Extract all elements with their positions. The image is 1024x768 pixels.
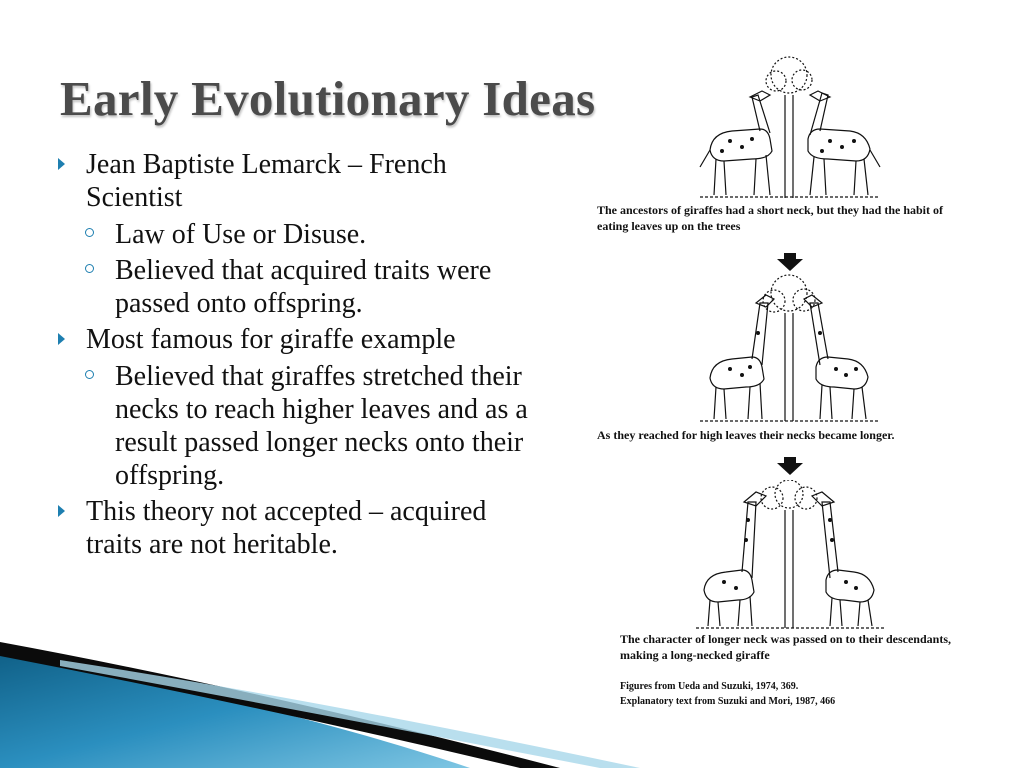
giraffe-panel-3-illustration	[690, 480, 890, 630]
sub-bullet-acquired-traits	[58, 254, 528, 320]
caption-panel-1: The ancestors of giraffes had a short neck, but they had the habit of eating leaves up on the trees	[597, 203, 944, 233]
figure-credit: Figures from Ueda and Suzuki, 1974, 369.	[620, 681, 799, 692]
decorative-swoosh	[0, 620, 700, 768]
bullet-arrow-icon	[58, 333, 65, 345]
sub-bullet-circle-icon	[85, 264, 94, 273]
down-arrow-icon	[777, 259, 803, 271]
giraffe-diagram	[590, 55, 980, 715]
text-credit: Explanatory text from Suzuki and Mori, 1987, 466	[620, 696, 836, 707]
bullet-text: This theory not accepted – acquired traits are not heritable.	[86, 496, 487, 560]
bullet-giraffe-example	[58, 323, 528, 356]
bullet-text: Most famous for giraffe example	[86, 324, 456, 355]
sub-bullet-stretched-necks	[58, 360, 528, 492]
bullet-lamarck	[58, 148, 528, 214]
sub-bullet-circle-icon	[85, 228, 94, 237]
bullet-not-accepted	[58, 495, 528, 561]
giraffe-panel-2-illustration	[690, 273, 890, 423]
sub-bullet-text: Believed that acquired traits were passed onto offspring.	[115, 255, 492, 319]
bullet-text: Jean Baptiste Lemarck – French Scientist	[86, 149, 447, 213]
sub-bullet-use-disuse	[58, 218, 528, 251]
down-arrow-icon	[777, 463, 803, 475]
bullet-arrow-icon	[58, 158, 65, 170]
caption-panel-2: As they reached for high leaves their necks became longer.	[597, 428, 895, 442]
bullet-list	[58, 148, 528, 565]
sub-bullet-text: Believed that giraffes stretched their necks to reach higher leaves and as a result passed longer necks onto their offspring.	[115, 361, 528, 491]
giraffe-panel-1-illustration	[690, 55, 890, 200]
slide-title: Early Evolutionary Ideas	[60, 71, 596, 126]
caption-panel-3: The character of longer neck was passed on to their descendants, making a long-necked giraffe	[620, 632, 951, 662]
sub-bullet-circle-icon	[85, 370, 94, 379]
sub-bullet-text: Law of Use or Disuse.	[115, 219, 367, 250]
bullet-arrow-icon	[58, 505, 65, 517]
